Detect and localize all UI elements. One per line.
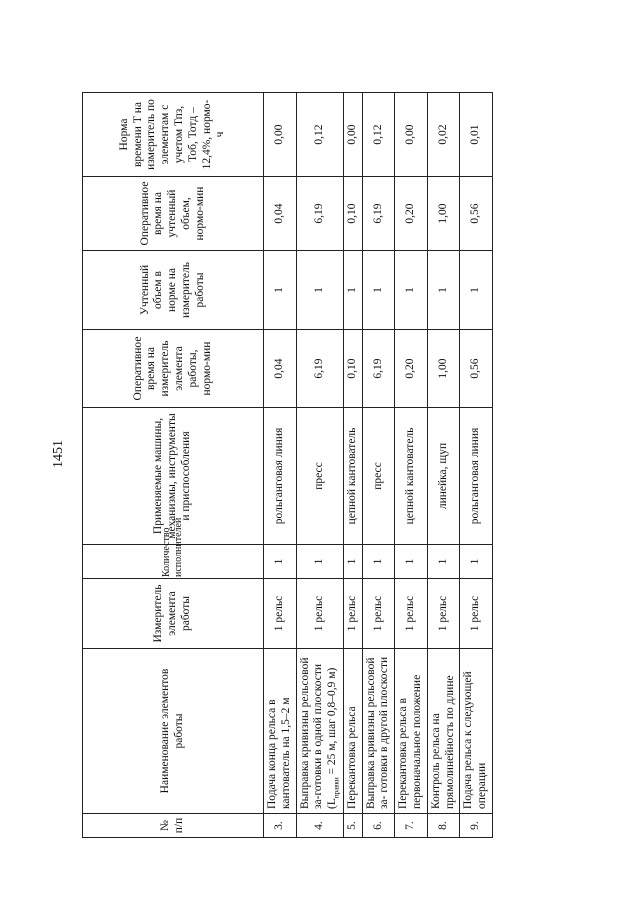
header-unit: Измеритель элемента работы <box>83 579 264 649</box>
row-norm: 0,12 <box>296 93 343 177</box>
row-num: 3. <box>264 814 297 838</box>
row-workers: 1 <box>264 545 297 579</box>
page-number: 1451 <box>51 440 66 468</box>
table-row <box>264 93 297 838</box>
row-name-text-end: = 25 м, шаг 0,8–0,9 м) <box>326 667 339 778</box>
row-name: Перекантовка рельса в первоначальное положение <box>395 649 428 814</box>
header-num: № п/п <box>83 814 264 838</box>
row-workers: 1 <box>460 545 493 579</box>
row-op-time: 0,10 <box>343 330 362 408</box>
row-op-time: 0,04 <box>264 330 297 408</box>
row-norm: 0,00 <box>343 93 362 177</box>
row-op-volume: 0,20 <box>395 177 428 251</box>
row-norm: 0,00 <box>264 93 297 177</box>
row-name-text: Выправка кривизны рельсовой за-готовки в одной плоскости (L <box>298 657 339 809</box>
row-workers: 1 <box>343 545 362 579</box>
row-num: 4. <box>296 814 343 838</box>
row-workers: 1 <box>362 545 395 579</box>
row-unit: 1 рельс <box>427 579 460 649</box>
row-volume: 1 <box>395 251 428 330</box>
table-row <box>395 93 428 838</box>
row-op-volume: 6,19 <box>362 177 395 251</box>
header-norm: Норма времени Т на измеритель по элементам с учетом Тпз, Тоб, Тотд – 12,4%, нормо-ч <box>83 93 264 177</box>
header-machines: Применяемые машины, механизмы, инструменты и приспособления <box>83 408 264 545</box>
row-unit: 1 рельс <box>343 579 362 649</box>
row-num: 6. <box>362 814 395 838</box>
row-workers: 1 <box>395 545 428 579</box>
row-volume: 1 <box>264 251 297 330</box>
row-op-time: 6,19 <box>362 330 395 408</box>
row-op-volume: 6,19 <box>296 177 343 251</box>
table-row <box>427 93 460 838</box>
row-unit: 1 рельс <box>362 579 395 649</box>
norms-table-container <box>82 93 489 838</box>
row-op-volume: 1,00 <box>427 177 460 251</box>
row-op-time: 0,20 <box>395 330 428 408</box>
row-name: Подача конца рельса в кантователь на 1,5–2 м <box>264 649 297 814</box>
row-volume: 1 <box>460 251 493 330</box>
row-unit: 1 рельс <box>460 579 493 649</box>
row-machine: пресс <box>296 408 343 545</box>
row-num: 9. <box>460 814 493 838</box>
header-volume: Учтенный объем в норме на измеритель работы <box>83 251 264 330</box>
row-op-time: 1,00 <box>427 330 460 408</box>
header-op-volume: Оперативное время на учтенный объем, нормо-мин <box>83 177 264 251</box>
row-volume: 1 <box>296 251 343 330</box>
row-name: Перекантовка рельса <box>343 649 362 814</box>
row-workers: 1 <box>427 545 460 579</box>
row-volume: 1 <box>362 251 395 330</box>
row-num: 8. <box>427 814 460 838</box>
table-row <box>362 93 395 838</box>
row-op-volume: 0,10 <box>343 177 362 251</box>
row-workers: 1 <box>296 545 343 579</box>
row-name: Подача рельса к следующей операции <box>460 649 493 814</box>
row-volume: 1 <box>427 251 460 330</box>
table-row <box>343 93 362 838</box>
row-unit: 1 рельс <box>395 579 428 649</box>
row-op-time: 0,56 <box>460 330 493 408</box>
time-norms-table <box>82 92 493 838</box>
row-norm: 0,12 <box>362 93 395 177</box>
row-name: Контроль рельса на прямолинейность по длине <box>427 649 460 814</box>
row-machine: рольганговая линия <box>460 408 493 545</box>
header-name: Наименование элементов работы <box>83 649 264 814</box>
row-unit: 1 рельс <box>264 579 297 649</box>
row-norm: 0,02 <box>427 93 460 177</box>
row-name <box>296 649 343 814</box>
row-norm: 0,01 <box>460 93 493 177</box>
row-name: Выправка кривизны рельсовой за- готовки в другой плоскости <box>362 649 395 814</box>
table-row <box>296 93 343 838</box>
row-machine: пресс <box>362 408 395 545</box>
row-op-volume: 0,04 <box>264 177 297 251</box>
table-row <box>460 93 493 838</box>
row-op-volume: 0,56 <box>460 177 493 251</box>
row-volume: 1 <box>343 251 362 330</box>
row-machine: линейка, щуп <box>427 408 460 545</box>
row-name-subscript: правки <box>332 777 341 799</box>
row-norm: 0,00 <box>395 93 428 177</box>
row-unit: 1 рельс <box>296 579 343 649</box>
row-num: 5. <box>343 814 362 838</box>
row-machine: цепной кантователь <box>343 408 362 545</box>
row-machine: рольганговая линия <box>264 408 297 545</box>
header-row <box>83 93 264 838</box>
row-op-time: 6,19 <box>296 330 343 408</box>
row-num: 7. <box>395 814 428 838</box>
header-workers: Количество исполнителей <box>83 545 264 579</box>
row-machine: цепной кантователь <box>395 408 428 545</box>
header-op-time: Оперативное время на измеритель элемента работы, нормо-мин <box>83 330 264 408</box>
